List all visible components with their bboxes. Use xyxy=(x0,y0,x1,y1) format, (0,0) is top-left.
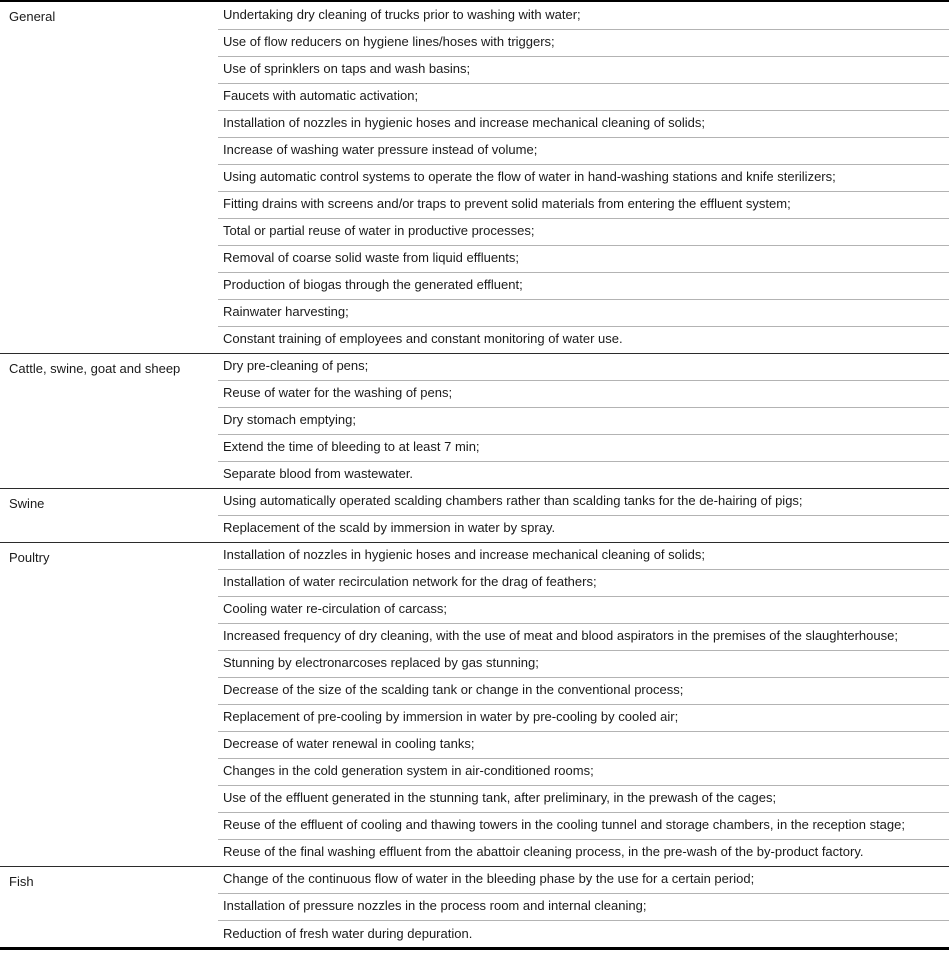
measure-cell: Increase of washing water pressure instead of volume; xyxy=(218,137,949,164)
measure-cell: Use of sprinklers on taps and wash basins; xyxy=(218,56,949,83)
category-cell: Poultry xyxy=(0,542,218,866)
measure-cell: Reuse of the effluent of cooling and thawing towers in the cooling tunnel and storage chambers, in the reception stage; xyxy=(218,812,949,839)
measure-cell: Cooling water re-circulation of carcass; xyxy=(218,596,949,623)
category-group xyxy=(0,542,949,866)
table-row xyxy=(0,488,949,515)
measure-cell: Installation of nozzles in hygienic hoses and increase mechanical cleaning of solids; xyxy=(218,110,949,137)
category-cell: Cattle, swine, goat and sheep xyxy=(0,353,218,488)
measure-cell: Dry stomach emptying; xyxy=(218,407,949,434)
category-cell: General xyxy=(9,9,56,24)
table-row xyxy=(0,542,949,569)
measure-cell: Reuse of the final washing effluent from the abattoir cleaning process, in the pre-wash of the by-product factory. xyxy=(223,844,864,860)
measure-cell: Increased frequency of dry cleaning, with the use of meat and blood aspirators in the premises of the slaughterhouse; xyxy=(218,623,949,650)
measure-cell: Stunning by electronarcoses replaced by gas stunning; xyxy=(218,650,949,677)
measure-cell: Using automatically operated scalding chambers rather than scalding tanks for the de-hairing of pigs; xyxy=(218,488,949,515)
category-cell: Swine xyxy=(0,488,218,542)
table-row xyxy=(0,353,949,380)
measure-cell: Installation of water recirculation network for the drag of feathers; xyxy=(218,569,949,596)
measure-cell: Decrease of the size of the scalding tank or change in the conventional process; xyxy=(218,677,949,704)
measure-cell: Reuse of water for the washing of pens; xyxy=(218,380,949,407)
measure-cell: Undertaking dry cleaning of trucks prior to washing with water; xyxy=(218,2,949,29)
measure-cell: Production of biogas through the generated effluent; xyxy=(218,272,949,299)
measure-cell: Reduction of fresh water during depuration. xyxy=(223,925,473,941)
measure-cell: Use of the effluent generated in the stunning tank, after preliminary, in the prewash of the cages; xyxy=(218,785,949,812)
measure-cell: Replacement of pre-cooling by immersion in water by pre-cooling by cooled air; xyxy=(218,704,949,731)
measure-cell: Installation of nozzles in hygienic hoses and increase mechanical cleaning of solids; xyxy=(218,542,949,569)
measure-cell: Constant training of employees and constant monitoring of water use. xyxy=(223,331,623,347)
measure-cell: Installation of pressure nozzles in the process room and internal cleaning; xyxy=(218,893,949,920)
measure-cell: Dry pre-cleaning of pens; xyxy=(218,353,949,380)
measure-cell: Extend the time of bleeding to at least 7 min; xyxy=(218,434,949,461)
measure-cell: Use of flow reducers on hygiene lines/hoses with triggers; xyxy=(218,29,949,56)
table-row xyxy=(0,866,949,893)
measure-cell: Using automatic control systems to operate the flow of water in hand-washing stations and knife sterilizers; xyxy=(218,164,949,191)
measure-cell: Change of the continuous flow of water in the bleeding phase by the use for a certain period; xyxy=(218,866,949,893)
measure-cell: Decrease of water renewal in cooling tanks; xyxy=(218,731,949,758)
category-group xyxy=(0,866,949,947)
measure-cell: Rainwater harvesting; xyxy=(218,299,949,326)
measure-cell: Separate blood from wastewater. xyxy=(223,466,414,482)
measure-cell: Fitting drains with screens and/or traps to prevent solid materials from entering the effluent system; xyxy=(218,191,949,218)
measure-cell: Total or partial reuse of water in productive processes; xyxy=(218,218,949,245)
measures-table xyxy=(0,2,949,947)
measure-cell: Replacement of the scald by immersion in water by spray. xyxy=(223,520,556,536)
measure-cell: Faucets with automatic activation; xyxy=(218,83,949,110)
category-group xyxy=(0,353,949,488)
measure-cell: Removal of coarse solid waste from liquid effluents; xyxy=(218,245,949,272)
category-group xyxy=(0,488,949,542)
measure-cell: Changes in the cold generation system in air-conditioned rooms; xyxy=(218,758,949,785)
table-row xyxy=(0,2,949,29)
category-group xyxy=(0,2,949,353)
category-cell: Fish xyxy=(0,866,218,947)
